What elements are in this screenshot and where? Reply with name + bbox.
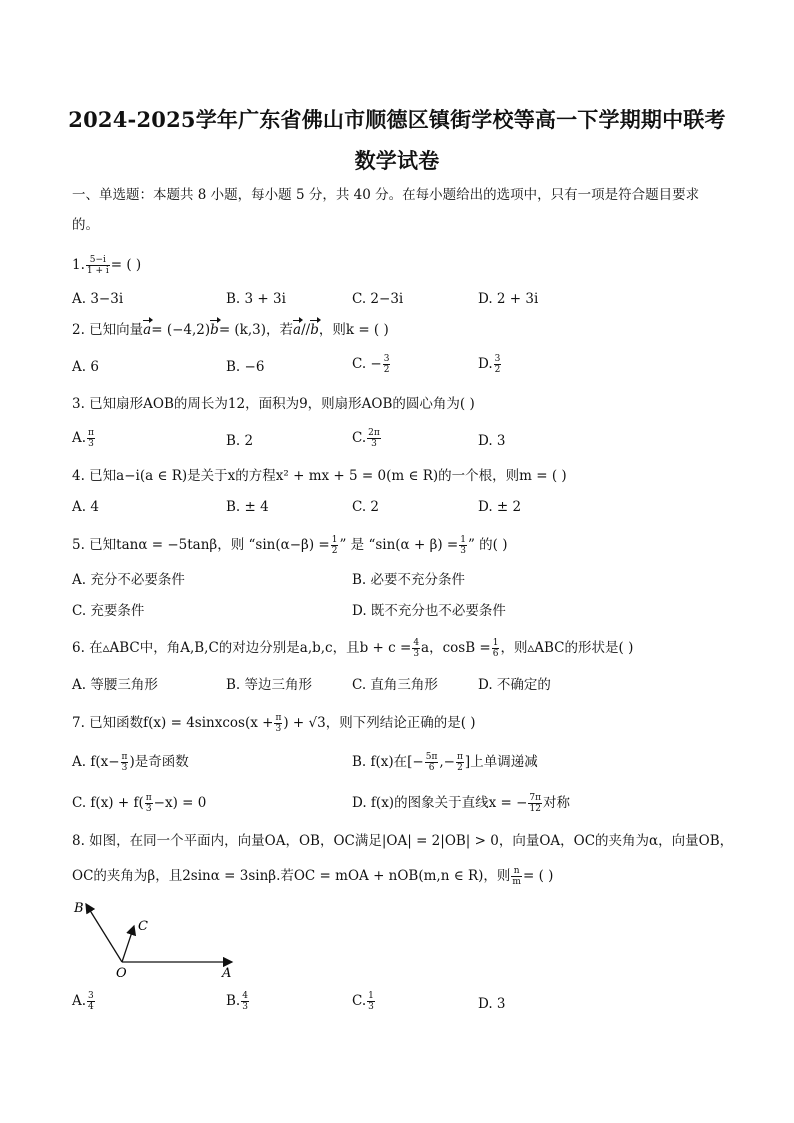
q6-option-a: A. 等腰三角形: [72, 677, 158, 693]
q6-option-c: C. 直角三角形: [352, 677, 438, 693]
q4-option-c: C. 2: [352, 499, 380, 515]
q5-option-b: B. 必要不充分条件: [352, 572, 466, 588]
exam-title: 2024-2025学年广东省佛山市顺德区镇街学校等高一下学期期中联考: [68, 107, 726, 132]
label-a: A: [222, 966, 232, 981]
question-1: 1. $\frac{5-i}{1 + i}$ = ( ): [72, 255, 142, 276]
q1-option-c: C. 2−3i: [352, 291, 404, 307]
q2-option-a: A. 6: [72, 359, 99, 375]
question-2: 2. 已知向量a= (−4,2)b= (k,3)，若a//b，则k = ( ): [72, 322, 389, 338]
q5-option-d: D. 既不充分也不必要条件: [352, 603, 506, 619]
q1-fraction: $\frac{5-i}{1 + i}$: [86, 255, 109, 276]
question-8: 8. 如图，在同一个平面内，向量OA，OB，OC满足|OA| = 2|OB| > 0，向量OA，OC的夹角为α，向量OB，: [72, 833, 734, 849]
q4-option-a: A. 4: [72, 499, 99, 515]
q8-option-b: B. $\frac{4}{3}$: [226, 991, 248, 1012]
q1-option-b: B. 3 + 3i: [226, 291, 286, 307]
question-4: 4. 已知a−i(a ∈ R)是关于x的方程x² + mx + 5 = 0(m ∈ R)的一个根，则m = ( ): [72, 468, 567, 484]
q4-option-d: D. ± 2: [478, 499, 522, 515]
q1-option-a: A. 3−3i: [72, 291, 124, 307]
question-5: 5. 已知tanα = −5tanβ，则 “sin(α−β) = $\frac{1}{2}$ ” 是 “sin(α + β) = $\frac{1}{3}$ ” 的( ): [72, 535, 508, 556]
q1-option-d: D. 2 + 3i: [478, 291, 539, 307]
vector-a: a: [143, 322, 152, 338]
label-b: B: [74, 901, 84, 916]
q8-option-a: A. $\frac{3}{4}$: [72, 991, 94, 1012]
q2-option-d: D. $\frac{3}{2}$: [478, 354, 501, 375]
question-7: 7. 已知函数f(x) = 4sinxcos(x + $\frac{\pi}{3}$ ) + √3，则下列结论正确的是( ): [72, 713, 476, 734]
label-c: C: [138, 919, 148, 934]
q2-option-c: C. − $\frac{3}{2}$: [352, 354, 390, 375]
q7-option-b: B. f(x)在[− $\frac{5\pi}{6}$ ,− $\frac{\pi}{2}$ ]上单调递减: [352, 752, 538, 773]
q5-option-c: C. 充要条件: [72, 603, 145, 619]
question-6: 6. 在▵ABC中，角A,B,C的对边分别是a,b,c，且b + c = $\frac{4}{3}$ a，cosB = $\frac{1}{6}$ ，则▵ABC的形状是( ): [72, 638, 634, 659]
vector-ob: [86, 904, 122, 962]
q7-option-a: A. f(x− $\frac{\pi}{3}$ )是奇函数: [72, 752, 189, 773]
q6-option-b: B. 等边三角形: [226, 677, 313, 693]
section-intro-cont: 的。: [72, 217, 99, 233]
vector-b: b: [210, 322, 219, 338]
q3-option-c: C. $\frac{2\pi}{3}$: [352, 428, 380, 449]
section-intro: 一、单选题：本题共 8 小题，每小题 5 分，共 40 分。在每小题给出的选项中，只有一项是符合题目要求: [72, 187, 700, 203]
q4-option-b: B. ± 4: [226, 499, 269, 515]
q8-option-d: D. 3: [478, 996, 506, 1012]
q3-option-d: D. 3: [478, 433, 506, 449]
q8-option-c: C. $\frac{1}{3}$: [352, 991, 374, 1012]
label-o: O: [116, 966, 127, 981]
q7-option-d: D. f(x)的图象关于直线x = − $\frac{7\pi}{12}$ 对称: [352, 793, 571, 814]
q5-option-a: A. 充分不必要条件: [72, 572, 185, 588]
question-8-cont: OC的夹角为β，且2sinα = 3sinβ.若OC = mOA + nOB(m,n ∈ R)，则 $\frac{n}{m}$ = ( ): [72, 866, 554, 887]
q1-number: 1.: [72, 257, 85, 273]
exam-subtitle: 数学试卷: [354, 148, 440, 173]
question-3: 3. 已知扇形AOB的周长为12，面积为9，则扇形AOB的圆心角为( ): [72, 396, 475, 412]
vector-oc: [122, 926, 134, 962]
q2-option-b: B. −6: [226, 359, 265, 375]
q6-option-d: D. 不确定的: [478, 677, 551, 693]
vector-figure: [72, 896, 252, 981]
q3-option-a: A. $\frac{\pi}{3}$: [72, 428, 94, 449]
q7-option-c: C. f(x) + f( $\frac{\pi}{3}$ −x) = 0: [72, 793, 207, 814]
q3-option-b: B. 2: [226, 433, 254, 449]
